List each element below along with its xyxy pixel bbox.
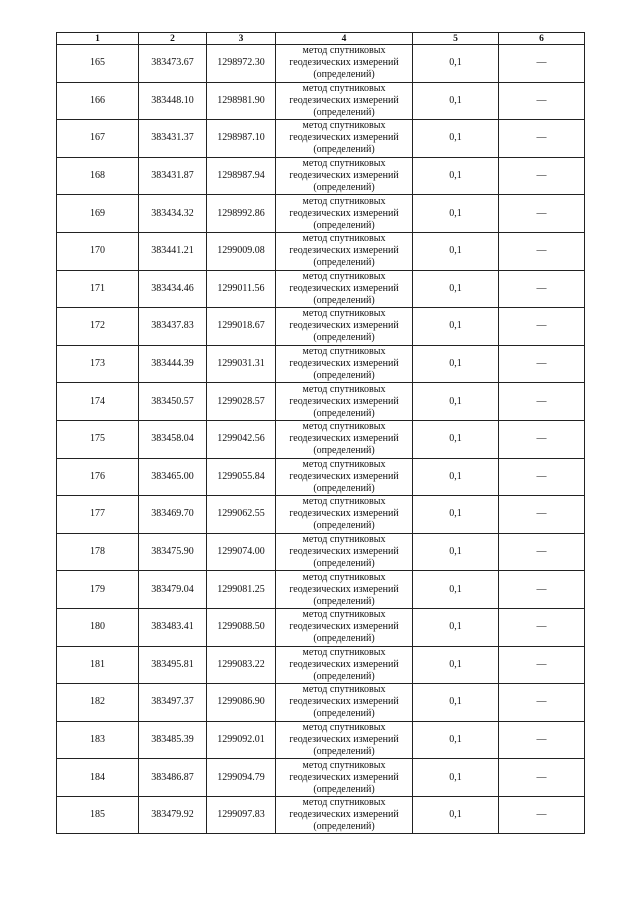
- point-number-cell: 176: [57, 458, 139, 496]
- table-row: [57, 308, 585, 346]
- header-col-5: 5: [413, 33, 499, 45]
- description-cell: —: [499, 232, 585, 270]
- accuracy-cell: 0,1: [413, 195, 499, 233]
- accuracy-cell: 0,1: [413, 308, 499, 346]
- method-cell: метод спутниковых геодезических измерений (определений): [276, 533, 413, 571]
- point-number-cell: 165: [57, 45, 139, 83]
- y-coordinate-cell: 1299094.79: [207, 759, 276, 797]
- accuracy-cell: 0,1: [413, 496, 499, 534]
- table-row: [57, 646, 585, 684]
- method-cell: метод спутниковых геодезических измерений (определений): [276, 120, 413, 158]
- coordinates-table: [56, 32, 585, 834]
- header-col-3: 3: [207, 33, 276, 45]
- description-cell: —: [499, 796, 585, 834]
- description-cell: —: [499, 383, 585, 421]
- y-coordinate-cell: 1299055.84: [207, 458, 276, 496]
- description-cell: —: [499, 45, 585, 83]
- accuracy-cell: 0,1: [413, 721, 499, 759]
- method-cell: метод спутниковых геодезических измерений (определений): [276, 157, 413, 195]
- table-row: [57, 45, 585, 83]
- accuracy-cell: 0,1: [413, 383, 499, 421]
- y-coordinate-cell: 1299011.56: [207, 270, 276, 308]
- accuracy-cell: 0,1: [413, 345, 499, 383]
- point-number-cell: 183: [57, 721, 139, 759]
- description-cell: —: [499, 458, 585, 496]
- description-cell: —: [499, 571, 585, 609]
- table-row: [57, 270, 585, 308]
- description-cell: —: [499, 533, 585, 571]
- y-coordinate-cell: 1299097.83: [207, 796, 276, 834]
- accuracy-cell: 0,1: [413, 608, 499, 646]
- x-coordinate-cell: 383497.37: [139, 684, 207, 722]
- accuracy-cell: 0,1: [413, 533, 499, 571]
- point-number-cell: 185: [57, 796, 139, 834]
- point-number-cell: 178: [57, 533, 139, 571]
- accuracy-cell: 0,1: [413, 420, 499, 458]
- x-coordinate-cell: 383473.67: [139, 45, 207, 83]
- x-coordinate-cell: 383469.70: [139, 496, 207, 534]
- table-row: [57, 684, 585, 722]
- method-cell: метод спутниковых геодезических измерений (определений): [276, 420, 413, 458]
- method-cell: метод спутниковых геодезических измерений (определений): [276, 796, 413, 834]
- accuracy-cell: 0,1: [413, 82, 499, 120]
- table-header: [57, 33, 585, 45]
- method-cell: метод спутниковых геодезических измерений (определений): [276, 684, 413, 722]
- y-coordinate-cell: 1299009.08: [207, 232, 276, 270]
- method-cell: метод спутниковых геодезических измерений (определений): [276, 232, 413, 270]
- x-coordinate-cell: 383434.46: [139, 270, 207, 308]
- y-coordinate-cell: 1299031.31: [207, 345, 276, 383]
- x-coordinate-cell: 383475.90: [139, 533, 207, 571]
- point-number-cell: 182: [57, 684, 139, 722]
- y-coordinate-cell: 1298981.90: [207, 82, 276, 120]
- header-row: [57, 33, 585, 45]
- description-cell: —: [499, 684, 585, 722]
- description-cell: —: [499, 496, 585, 534]
- accuracy-cell: 0,1: [413, 759, 499, 797]
- point-number-cell: 166: [57, 82, 139, 120]
- description-cell: —: [499, 608, 585, 646]
- table-row: [57, 345, 585, 383]
- description-cell: —: [499, 195, 585, 233]
- point-number-cell: 179: [57, 571, 139, 609]
- description-cell: —: [499, 345, 585, 383]
- table-row: [57, 759, 585, 797]
- header-col-1: 1: [57, 33, 139, 45]
- accuracy-cell: 0,1: [413, 232, 499, 270]
- method-cell: метод спутниковых геодезических измерений (определений): [276, 195, 413, 233]
- method-cell: метод спутниковых геодезических измерений (определений): [276, 646, 413, 684]
- table-row: [57, 496, 585, 534]
- y-coordinate-cell: 1298987.10: [207, 120, 276, 158]
- point-number-cell: 173: [57, 345, 139, 383]
- y-coordinate-cell: 1299092.01: [207, 721, 276, 759]
- y-coordinate-cell: 1299018.67: [207, 308, 276, 346]
- accuracy-cell: 0,1: [413, 571, 499, 609]
- method-cell: метод спутниковых геодезических измерений (определений): [276, 608, 413, 646]
- accuracy-cell: 0,1: [413, 270, 499, 308]
- x-coordinate-cell: 383450.57: [139, 383, 207, 421]
- description-cell: —: [499, 157, 585, 195]
- y-coordinate-cell: 1298992.86: [207, 195, 276, 233]
- method-cell: метод спутниковых геодезических измерений (определений): [276, 308, 413, 346]
- x-coordinate-cell: 383485.39: [139, 721, 207, 759]
- header-col-4: 4: [276, 33, 413, 45]
- y-coordinate-cell: 1299028.57: [207, 383, 276, 421]
- description-cell: —: [499, 82, 585, 120]
- description-cell: —: [499, 420, 585, 458]
- accuracy-cell: 0,1: [413, 796, 499, 834]
- point-number-cell: 171: [57, 270, 139, 308]
- header-col-2: 2: [139, 33, 207, 45]
- method-cell: метод спутниковых геодезических измерений (определений): [276, 383, 413, 421]
- accuracy-cell: 0,1: [413, 45, 499, 83]
- point-number-cell: 177: [57, 496, 139, 534]
- point-number-cell: 181: [57, 646, 139, 684]
- point-number-cell: 172: [57, 308, 139, 346]
- point-number-cell: 180: [57, 608, 139, 646]
- table-row: [57, 195, 585, 233]
- method-cell: метод спутниковых геодезических измерений (определений): [276, 270, 413, 308]
- table-body: [57, 45, 585, 834]
- table-row: [57, 571, 585, 609]
- y-coordinate-cell: 1299081.25: [207, 571, 276, 609]
- x-coordinate-cell: 383444.39: [139, 345, 207, 383]
- x-coordinate-cell: 383431.37: [139, 120, 207, 158]
- x-coordinate-cell: 383431.87: [139, 157, 207, 195]
- point-number-cell: 168: [57, 157, 139, 195]
- y-coordinate-cell: 1299083.22: [207, 646, 276, 684]
- table-row: [57, 608, 585, 646]
- point-number-cell: 184: [57, 759, 139, 797]
- x-coordinate-cell: 383479.04: [139, 571, 207, 609]
- description-cell: —: [499, 759, 585, 797]
- y-coordinate-cell: 1298987.94: [207, 157, 276, 195]
- description-cell: —: [499, 120, 585, 158]
- method-cell: метод спутниковых геодезических измерений (определений): [276, 496, 413, 534]
- y-coordinate-cell: 1299062.55: [207, 496, 276, 534]
- y-coordinate-cell: 1299042.56: [207, 420, 276, 458]
- x-coordinate-cell: 383486.87: [139, 759, 207, 797]
- table-row: [57, 82, 585, 120]
- x-coordinate-cell: 383441.21: [139, 232, 207, 270]
- x-coordinate-cell: 383434.32: [139, 195, 207, 233]
- description-cell: —: [499, 270, 585, 308]
- table-row: [57, 721, 585, 759]
- x-coordinate-cell: 383495.81: [139, 646, 207, 684]
- point-number-cell: 174: [57, 383, 139, 421]
- x-coordinate-cell: 383465.00: [139, 458, 207, 496]
- table-row: [57, 458, 585, 496]
- point-number-cell: 167: [57, 120, 139, 158]
- header-col-6: 6: [499, 33, 585, 45]
- table-row: [57, 533, 585, 571]
- accuracy-cell: 0,1: [413, 157, 499, 195]
- method-cell: метод спутниковых геодезических измерений (определений): [276, 458, 413, 496]
- table-row: [57, 232, 585, 270]
- point-number-cell: 170: [57, 232, 139, 270]
- table-row: [57, 420, 585, 458]
- description-cell: —: [499, 308, 585, 346]
- x-coordinate-cell: 383483.41: [139, 608, 207, 646]
- accuracy-cell: 0,1: [413, 120, 499, 158]
- accuracy-cell: 0,1: [413, 684, 499, 722]
- method-cell: метод спутниковых геодезических измерений (определений): [276, 45, 413, 83]
- y-coordinate-cell: 1299074.00: [207, 533, 276, 571]
- x-coordinate-cell: 383437.83: [139, 308, 207, 346]
- table-row: [57, 383, 585, 421]
- table-row: [57, 796, 585, 834]
- y-coordinate-cell: 1298972.30: [207, 45, 276, 83]
- y-coordinate-cell: 1299088.50: [207, 608, 276, 646]
- point-number-cell: 175: [57, 420, 139, 458]
- method-cell: метод спутниковых геодезических измерений (определений): [276, 759, 413, 797]
- method-cell: метод спутниковых геодезических измерений (определений): [276, 345, 413, 383]
- method-cell: метод спутниковых геодезических измерений (определений): [276, 82, 413, 120]
- table-row: [57, 120, 585, 158]
- description-cell: —: [499, 646, 585, 684]
- point-number-cell: 169: [57, 195, 139, 233]
- method-cell: метод спутниковых геодезических измерений (определений): [276, 721, 413, 759]
- table-row: [57, 157, 585, 195]
- accuracy-cell: 0,1: [413, 458, 499, 496]
- x-coordinate-cell: 383458.04: [139, 420, 207, 458]
- y-coordinate-cell: 1299086.90: [207, 684, 276, 722]
- method-cell: метод спутниковых геодезических измерений (определений): [276, 571, 413, 609]
- x-coordinate-cell: 383479.92: [139, 796, 207, 834]
- description-cell: —: [499, 721, 585, 759]
- accuracy-cell: 0,1: [413, 646, 499, 684]
- x-coordinate-cell: 383448.10: [139, 82, 207, 120]
